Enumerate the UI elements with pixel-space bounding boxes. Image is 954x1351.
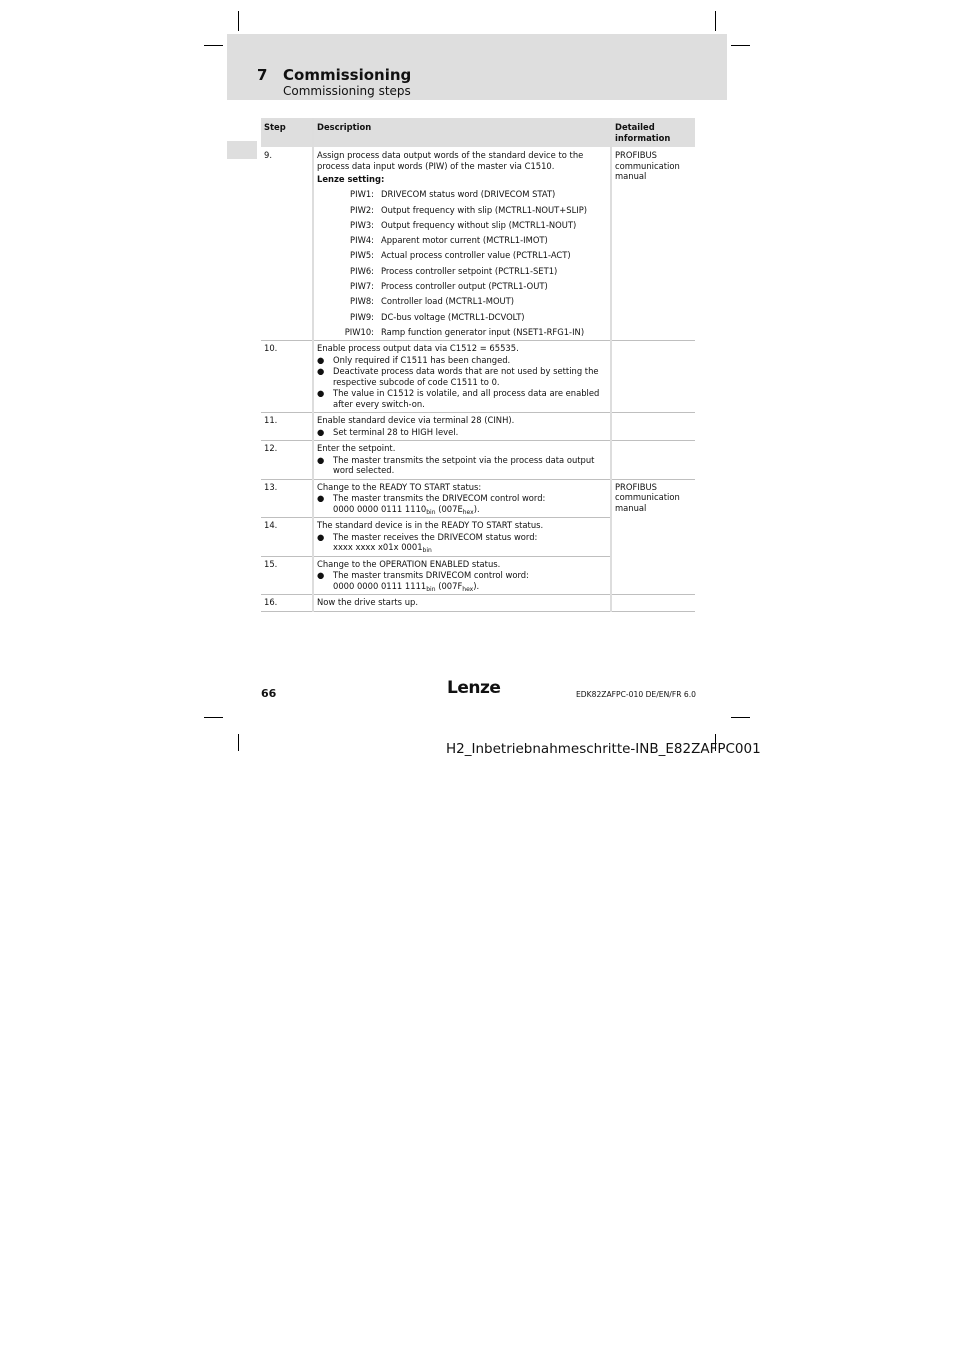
bullet-text: The master transmits the setpoint via the process data output word selected. [333, 454, 595, 476]
bullet-icon: ● [317, 493, 325, 504]
step-description [313, 479, 611, 518]
bullet-text: The value in C1512 is volatile, and all process data are enabled after every switch-on. [333, 388, 600, 409]
crop-mark [731, 45, 750, 46]
table-row [261, 341, 695, 413]
bullet-text: The master receives the DRIVECOM status word: [333, 531, 538, 542]
table-row [261, 413, 695, 441]
piw-key: PIW3: [350, 219, 374, 230]
piw-row [317, 266, 607, 277]
step-number: 11. [261, 413, 313, 441]
control-word-code: 0000 0000 0111 1111 [333, 580, 427, 591]
piw-row [317, 250, 607, 261]
step-number: 9. [261, 148, 313, 341]
crop-mark [204, 45, 223, 46]
detailed-info [611, 518, 695, 557]
step-description [313, 556, 611, 595]
bullet-icon: ● [317, 354, 325, 365]
piw-row [317, 220, 607, 231]
piw-key: PIW8: [350, 296, 374, 307]
bullet-item [317, 366, 607, 387]
table-row [261, 595, 695, 612]
document-id: EDK82ZAFPC-010 DE/EN/FR 6.0 [576, 690, 696, 699]
piw-value: Ramp function generator input (NSET1-RFG1-IN) [381, 326, 585, 337]
detailed-info: PROFIBUS communication manual [611, 148, 695, 341]
page-number: 66 [261, 687, 277, 700]
bullet-item [317, 455, 607, 476]
bullet-icon: ● [317, 531, 325, 542]
subscript: hex [462, 585, 474, 593]
piw-key: PIW1: [350, 189, 374, 200]
step-text: Change to the READY TO START status: [317, 481, 482, 492]
bullet-text: Only required if C1511 has been changed. [333, 354, 511, 365]
bullet-text: The master transmits the DRIVECOM control word: [333, 493, 546, 504]
crop-mark [238, 734, 239, 751]
piw-key: PIW4: [350, 235, 374, 246]
step-text: Enable process output data via C1512 = 65535. [317, 343, 519, 354]
step-description [313, 148, 611, 341]
detailed-info [611, 413, 695, 441]
table-header-row [261, 118, 695, 148]
detailed-info [611, 595, 695, 612]
hex-suffix: ). [473, 503, 480, 514]
piw-row [317, 327, 607, 338]
piw-value: Controller load (MCTRL1-MOUT) [381, 296, 515, 307]
piw-value: Process controller output (PCTRL1-OUT) [381, 281, 548, 292]
lenze-setting-label: Lenze setting: [317, 174, 385, 184]
table-row [261, 556, 695, 595]
bullet-icon: ● [317, 570, 325, 581]
step-text: The standard device is in the READY TO START status. [317, 520, 544, 531]
piw-row [317, 205, 607, 216]
table-row [261, 441, 695, 480]
bullet-icon: ● [317, 366, 325, 377]
piw-value: Output frequency without slip (MCTRL1-NOUT) [381, 219, 577, 230]
step-number: 10. [261, 341, 313, 413]
detailed-info [611, 341, 695, 413]
hex-suffix: ). [473, 580, 480, 591]
piw-value: DC-bus voltage (MCTRL1-DCVOLT) [381, 311, 525, 322]
step-text: Assign process data output words of the standard device to the process data input words (PIW) of the master via C1510. [317, 150, 584, 171]
crop-mark [731, 717, 750, 718]
lenze-logo: Lenze [447, 678, 501, 698]
bullet-item [317, 388, 607, 409]
detailed-info [611, 441, 695, 480]
piw-key: PIW6: [350, 265, 374, 276]
step-description [313, 413, 611, 441]
image-caption: H2_Inbetriebnahmeschritte-INB_E82ZAFPC001 [446, 741, 761, 757]
status-word-code: xxxx xxxx x01x 0001 [333, 542, 423, 553]
chapter-title: Commissioning [283, 66, 412, 84]
step-description [313, 341, 611, 413]
crop-mark [715, 11, 716, 31]
detailed-info [611, 556, 695, 595]
bullet-text: Set terminal 28 to HIGH level. [333, 426, 459, 437]
piw-row [317, 235, 607, 246]
hex-value: (007E [438, 503, 463, 514]
piw-key: PIW7: [350, 281, 374, 292]
commissioning-steps-table [261, 118, 695, 612]
piw-key: PIW5: [350, 250, 374, 261]
table-row [261, 148, 695, 341]
bullet-icon: ● [317, 454, 325, 465]
bullet-text: Deactivate process data words that are not used by setting the respective subcode of code C1511 to 0. [333, 366, 599, 387]
header-step: Step [261, 118, 313, 148]
piw-row [317, 312, 607, 323]
subscript: bin [426, 585, 436, 593]
step-number: 13. [261, 479, 313, 518]
header-description: Description [313, 118, 611, 148]
crop-mark [204, 717, 223, 718]
table-row [261, 479, 695, 518]
step-description [313, 518, 611, 557]
piw-row [317, 281, 607, 292]
subscript: hex [462, 508, 474, 516]
bullet-item [317, 570, 607, 591]
step-description [313, 595, 611, 612]
control-word-code: 0000 0000 0111 1110 [333, 503, 427, 514]
piw-key: PIW9: [350, 311, 374, 322]
step-number: 12. [261, 441, 313, 480]
piw-value: Process controller setpoint (PCTRL1-SET1) [381, 265, 558, 276]
piw-key: PIW2: [350, 204, 374, 215]
piw-value: DRIVECOM status word (DRIVECOM STAT) [381, 189, 556, 200]
piw-row [317, 189, 607, 200]
piw-value: Actual process controller value (PCTRL1-ACT) [381, 250, 571, 261]
step-text: Enable standard device via terminal 28 (CINH). [317, 415, 515, 426]
piw-key: PIW10: [344, 326, 374, 337]
chapter-subtitle: Commissioning steps [283, 84, 411, 98]
bullet-text: The master transmits DRIVECOM control word: [333, 570, 529, 581]
side-tab-marker [227, 141, 257, 159]
bullet-item [317, 532, 607, 553]
bullet-icon: ● [317, 388, 325, 399]
table-row [261, 518, 695, 557]
step-number: 14. [261, 518, 313, 557]
hex-value: (007F [438, 580, 463, 591]
step-text: Now the drive starts up. [317, 597, 418, 608]
chapter-number: 7 [257, 66, 268, 84]
step-text: Change to the OPERATION ENABLED status. [317, 558, 501, 569]
subscript: bin [426, 508, 436, 516]
piw-value: Apparent motor current (MCTRL1-IMOT) [381, 235, 548, 246]
step-number: 15. [261, 556, 313, 595]
subscript: bin [422, 547, 432, 555]
bullet-icon: ● [317, 426, 325, 437]
piw-row [317, 296, 607, 307]
crop-mark [238, 11, 239, 31]
step-text: Enter the setpoint. [317, 443, 396, 454]
step-description [313, 441, 611, 480]
header-detailed-information: Detailed information [611, 118, 695, 148]
piw-value: Output frequency with slip (MCTRL1-NOUT+SLIP) [381, 204, 588, 215]
bullet-item [317, 355, 607, 366]
step-number: 16. [261, 595, 313, 612]
detailed-info: PROFIBUS communication manual [615, 481, 680, 513]
bullet-item [317, 493, 607, 514]
bullet-item [317, 427, 607, 438]
